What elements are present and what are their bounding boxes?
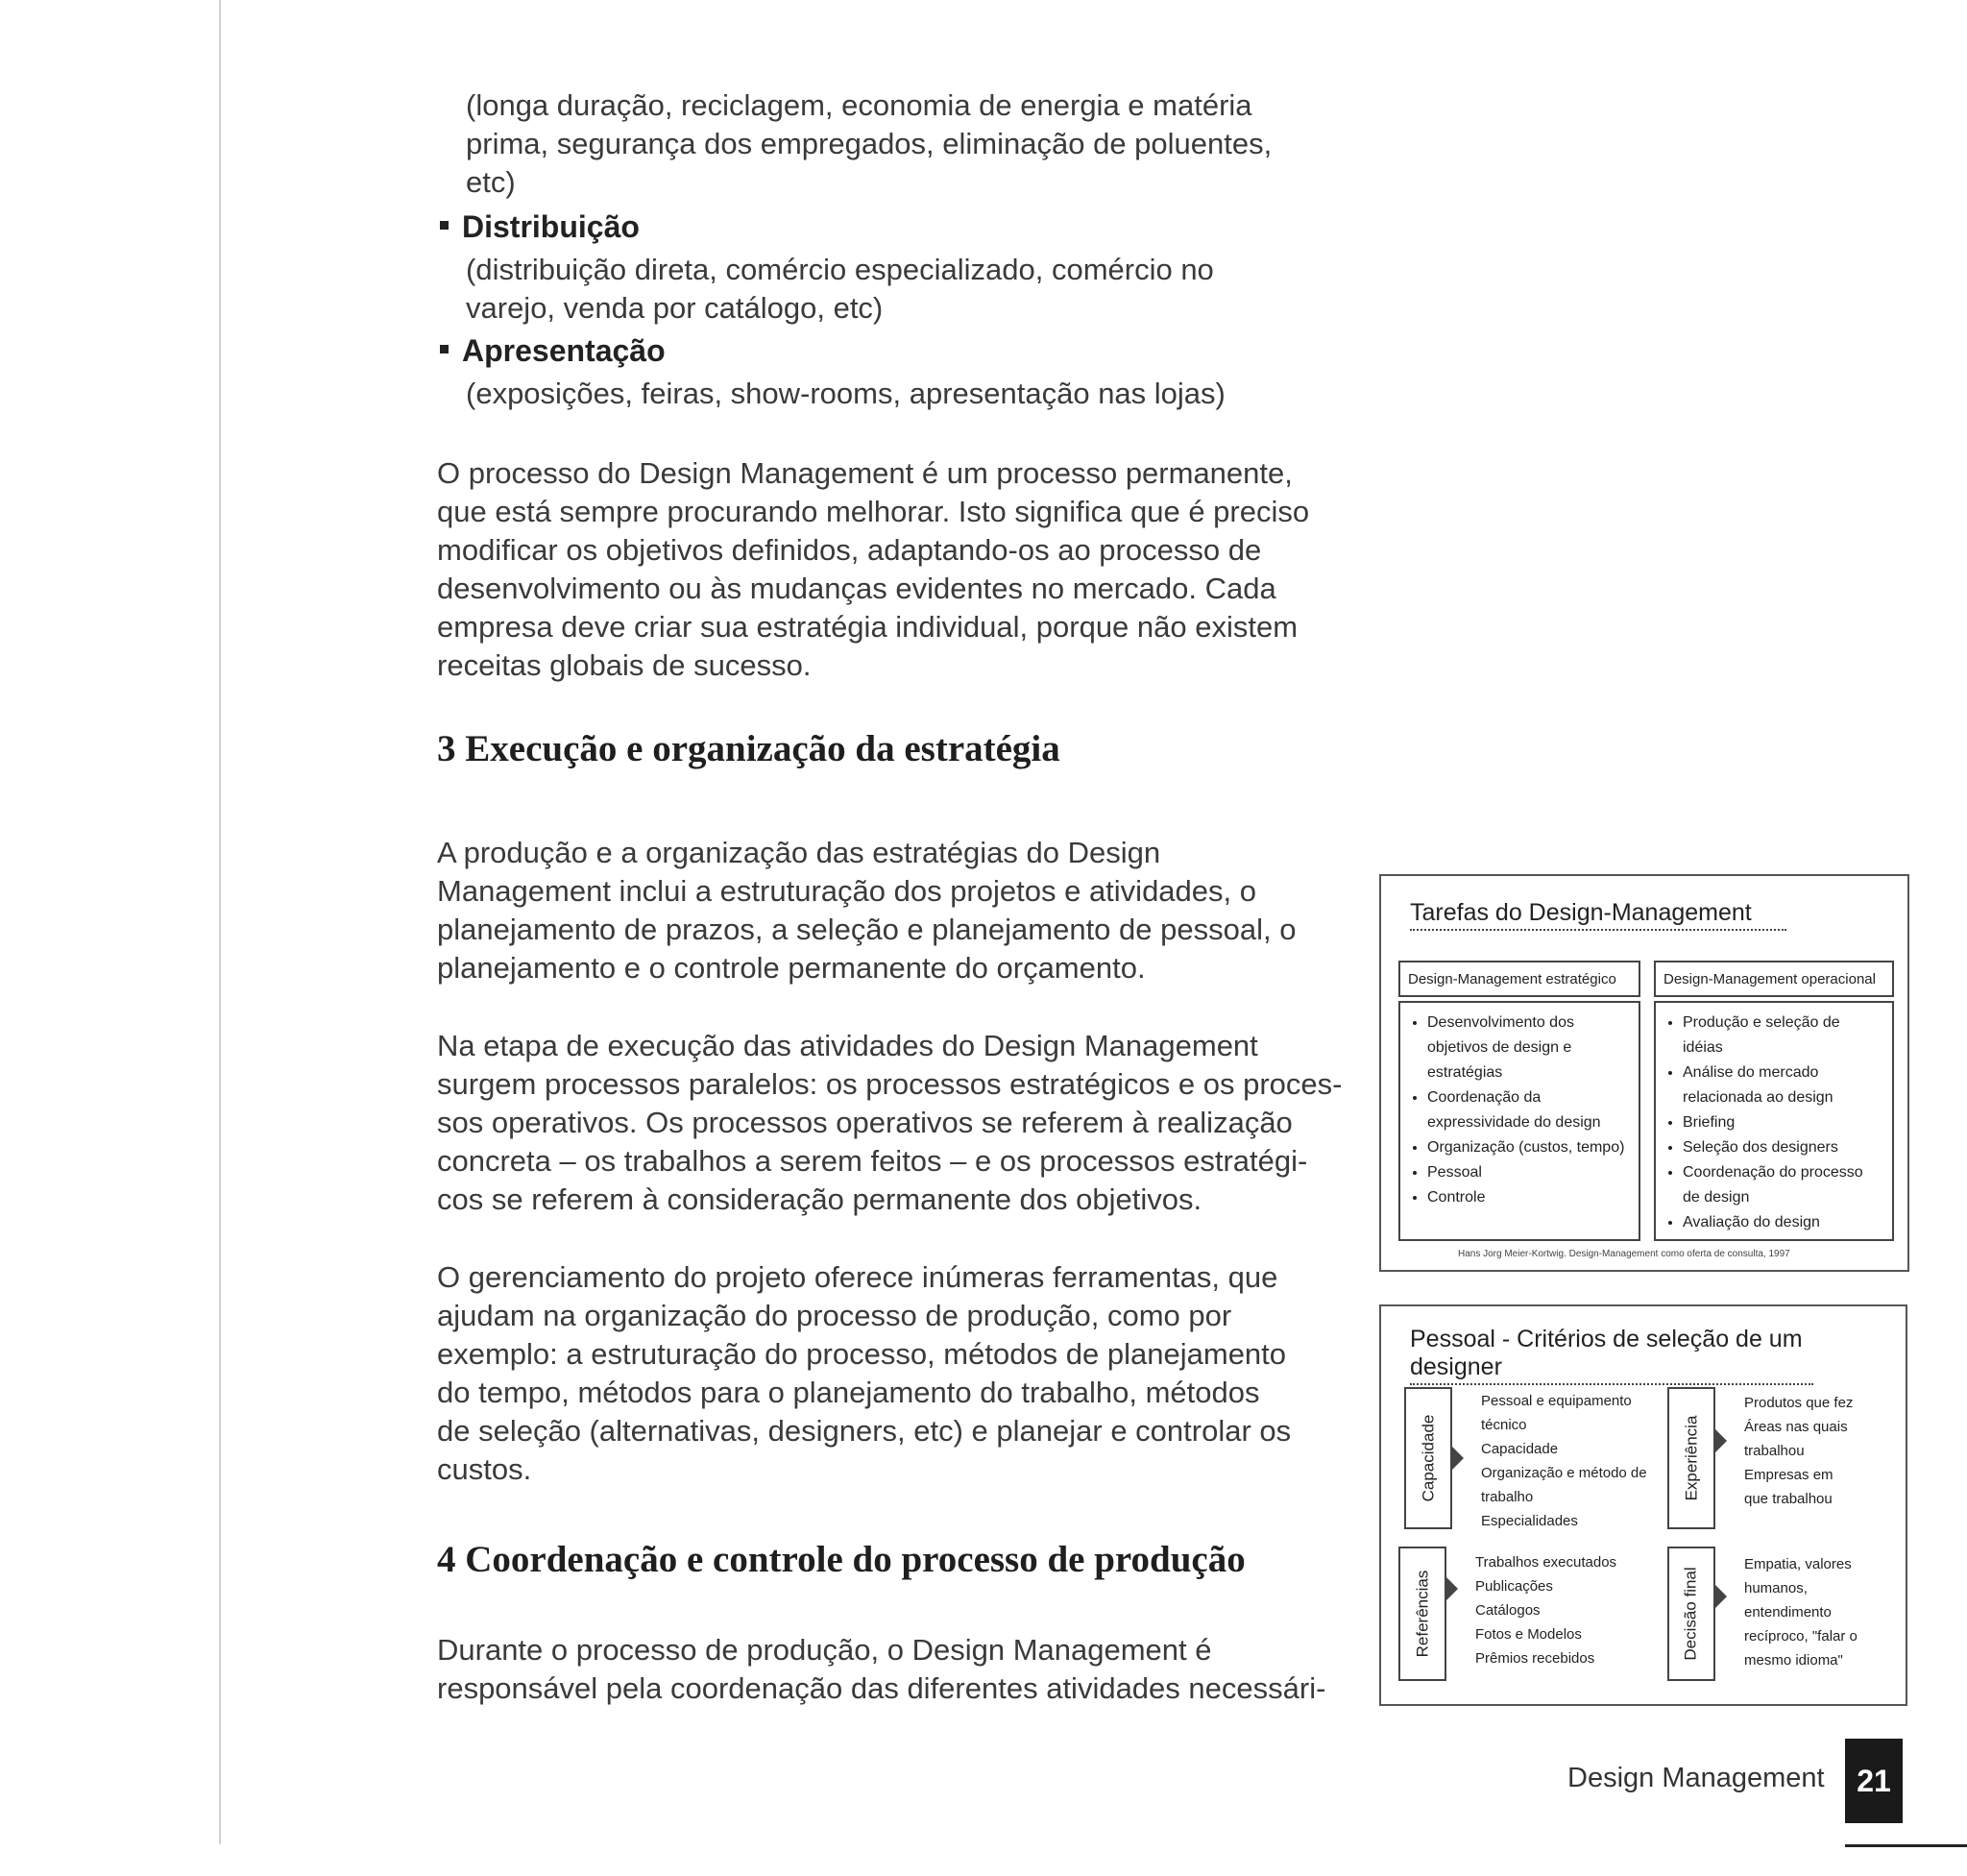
paragraph-line: Na etapa de execução das atividades do Design Management [437,1029,1258,1062]
list-item: • Controle [1427,1185,1629,1210]
running-footer: Design Management [1567,1763,1825,1793]
figure-design-management-tasks [1379,874,1909,1272]
bullet-square-icon [440,345,449,353]
column-heading-operational: Design-Management operacional [1654,961,1894,997]
list-item: • Organização (custos, tempo) [1427,1135,1629,1160]
criterion-tab: Experiência [1667,1387,1715,1529]
paragraph-line: desenvolvimento ou às mudanças evidentes no mercado. Cada [437,572,1276,605]
criterion-items: Empatia, valores humanos, entendimento recíproco, "falar o mesmo idioma" [1744,1556,1858,1669]
list-item: • Seleção dos designers [1683,1135,1882,1160]
footer-rule [1845,1844,1967,1847]
paragraph-line: sos operativos. Os processos operativos se referem à realização [437,1106,1293,1139]
paragraph-line: exemplo: a estruturação do processo, métodos de planejamento [437,1337,1287,1371]
paragraph-line: O processo do Design Management é um processo permanente, [437,456,1293,490]
list-item: • Análise do mercado relacionada ao design [1683,1060,1882,1110]
paragraph-line: empresa deve criar sua estratégia individual, porque não existem [437,610,1299,644]
arrow-icon [1715,1585,1727,1608]
page-number: 21 [1845,1739,1903,1823]
paragraph-line: Management inclui a estruturação dos projetos e atividades, o [437,874,1256,908]
bullet-heading: Apresentação [440,331,666,370]
figure-designer-selection-criteria [1379,1304,1907,1706]
paragraph-line: planejamento de prazos, a seleção e planejamento de pessoal, o [437,913,1297,946]
section-heading: 4 Coordenação e controle do processo de produção [437,1539,1246,1580]
paragraph-line: A produção e a organização das estratégias do Design [437,836,1161,869]
list-item: • Desenvolvimento dos objetivos de design e estratégias [1427,1011,1629,1085]
intro-line: prima, segurança dos empregados, eliminação de poluentes, [466,127,1273,160]
paragraph-line: responsável pela coordenação das diferentes atividades necessári- [437,1671,1326,1705]
list-item: • Coordenação do processo de design [1683,1160,1882,1210]
arrow-icon [1446,1577,1458,1600]
list-item: • Coordenação da expressividade do design [1427,1085,1629,1135]
paragraph-line: modificar os objetivos definidos, adaptando-os ao processo de [437,533,1262,567]
paragraph-line: receitas globais de sucesso. [437,648,812,682]
column-heading-strategic: Design-Management estratégico [1398,961,1640,997]
bullet-text: varejo, venda por catálogo, etc) [466,291,884,325]
paragraph-line: concreta – os trabalhos a serem feitos – e os processos estratégi- [437,1144,1308,1178]
criterion-items: Trabalhos executados Publicações Catálogos Fotos e Modelos Prêmios recebidos [1475,1554,1617,1667]
arrow-icon [1715,1429,1727,1452]
section-heading: 3 Execução e organização da estratégia [437,728,1060,769]
bullet-heading: Distribuição [440,207,640,246]
intro-line: (longa duração, reciclagem, economia de energia e matéria [466,88,1252,122]
paragraph-line: que está sempre procurando melhorar. Isto significa que é preciso [437,495,1310,528]
criterion-items: Pessoal e equipamento técnico Capacidade Organização e método de trabalho Especialidades [1481,1393,1647,1529]
arrow-icon [1452,1447,1464,1470]
paragraph-line: surgem processos paralelos: os processos estratégicos e os proces- [437,1067,1343,1101]
margin-rule [219,0,221,1844]
paragraph-line: O gerenciamento do projeto oferece inúmeras ferramentas, que [437,1260,1278,1294]
criterion-tab: Capacidade [1404,1387,1452,1529]
list-item: • Briefing [1683,1110,1882,1135]
list-item: • Pessoal [1427,1160,1629,1185]
operational-tasks-list [1654,1001,1894,1241]
paragraph-line: de seleção (alternativas, designers, etc) e planejar e controlar os [437,1414,1292,1448]
bullet-square-icon [440,221,449,230]
strategic-tasks-list [1398,1001,1640,1241]
intro-line: etc) [466,165,516,199]
criterion-items: Produtos que fez Áreas nas quais trabalhou Empresas em que trabalhou [1744,1395,1854,1507]
paragraph-line: Durante o processo de produção, o Design Management é [437,1633,1212,1667]
paragraph-line: ajudam na organização do processo de produção, como por [437,1299,1232,1332]
figure-title: Tarefas do Design-Management [1410,899,1786,931]
bullet-text: (distribuição direta, comércio especializado, comércio no [466,253,1214,286]
figure-title: Pessoal - Critérios de seleção de um designer [1410,1326,1813,1385]
paragraph-line: custos. [437,1452,532,1486]
list-item: • Produção e seleção de idéias [1683,1011,1882,1060]
paragraph-line: planejamento e o controle permanente do orçamento. [437,951,1146,985]
criterion-tab: Decisão final [1667,1547,1715,1681]
list-item: • Avaliação do design [1683,1210,1882,1235]
criterion-tab: Referências [1398,1547,1446,1681]
paragraph-line: do tempo, métodos para o planejamento do trabalho, métodos [437,1376,1260,1409]
paragraph-line: cos se referem à consideração permanente dos objetivos. [437,1182,1202,1216]
bullet-text: (exposições, feiras, show-rooms, apresentação nas lojas) [466,377,1226,410]
figure-source: Hans Jorg Meier-Kortwig. Design-Management como oferta de consulta, 1997 [1458,1249,1790,1259]
